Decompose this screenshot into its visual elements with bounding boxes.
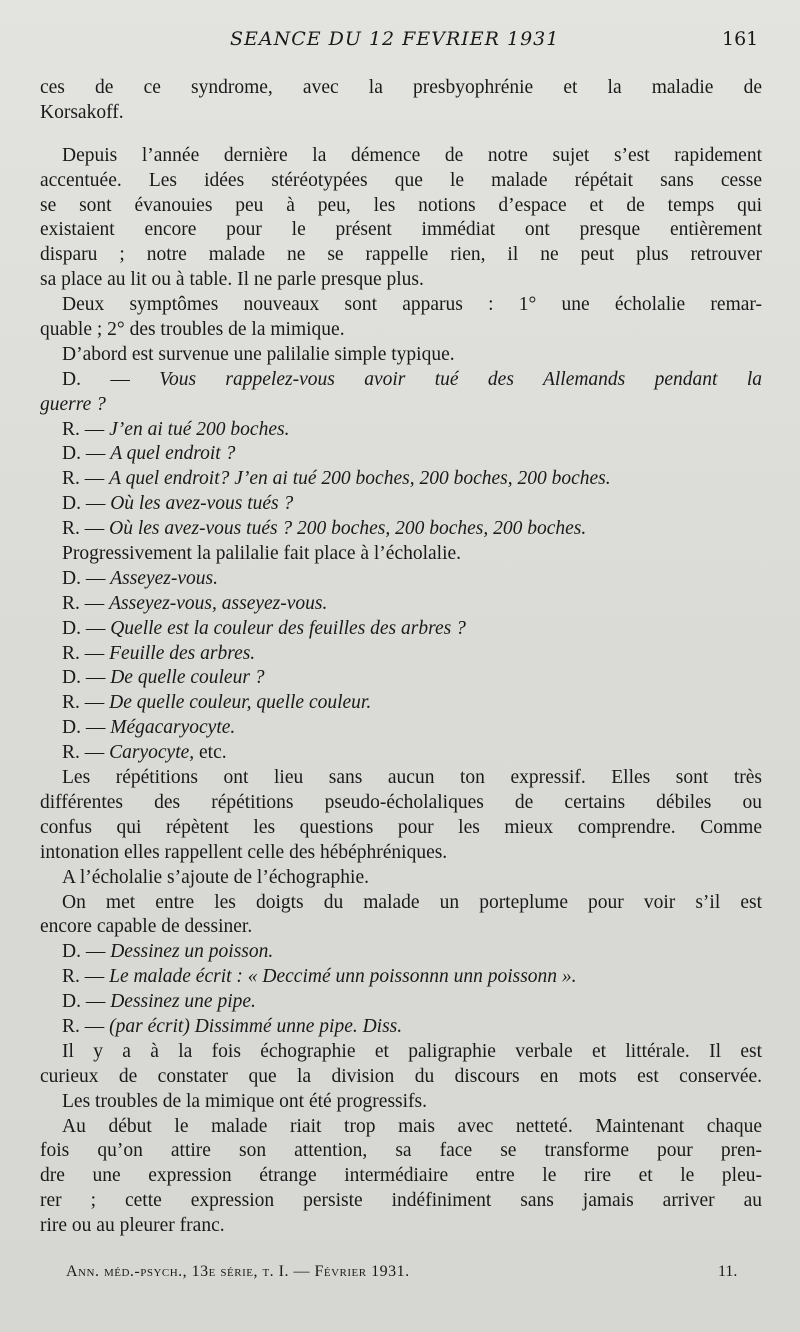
text-line — [40, 76, 762, 101]
line-text: R. — — [62, 518, 110, 540]
line-text: dre une expression étrange intermédiaire entre le rire et le pleu- — [40, 1165, 762, 1187]
text-line — [40, 766, 762, 791]
line-text: R. — — [62, 742, 110, 764]
line-text: R. — — [62, 418, 110, 440]
line-text: D. — — [62, 941, 111, 963]
line-text: disparu ; notre malade ne se rappelle rien, il ne peut plus retrouver — [40, 244, 762, 266]
text-line — [40, 1139, 762, 1164]
text-line — [40, 567, 762, 592]
dialogue-text: guerre ? — [40, 393, 106, 415]
text-line — [40, 393, 762, 418]
running-title: SEANCE DU 12 FEVRIER 1931 — [230, 28, 560, 50]
text-line — [40, 343, 762, 368]
text-line — [40, 716, 762, 741]
line-text: Les répétitions ont lieu sans aucun ton expressif. Elles sont très — [62, 767, 762, 789]
line-text: Au début le malade riait trop mais avec netteté. Maintenant chaque — [62, 1115, 762, 1137]
line-text: R. — — [62, 1015, 110, 1037]
line-text: R. — — [62, 692, 110, 714]
text-line — [40, 1015, 762, 1040]
line-text: rire ou au pleurer franc. — [40, 1215, 225, 1237]
text-line — [40, 1065, 762, 1090]
text-line — [40, 816, 762, 841]
line-text: D. — — [62, 617, 111, 639]
text-line — [40, 841, 762, 866]
dialogue-text: De quelle couleur ? — [110, 667, 265, 689]
text-line — [40, 617, 762, 642]
dialogue-text: Dessinez un poisson. — [110, 941, 274, 963]
text-line — [40, 592, 762, 617]
dialogue-text: Vous rappelez-vous avoir tué des Allemands pendant la — [159, 368, 763, 390]
text-line — [40, 101, 762, 126]
text-line — [40, 318, 762, 343]
text-line — [40, 1090, 762, 1115]
text-line — [40, 691, 762, 716]
text-line — [40, 293, 762, 318]
journal-citation: Ann. méd.-psych., 13e série, t. I. — Février 1931. — [66, 1263, 410, 1280]
dialogue-text: A quel endroit ? — [110, 443, 236, 465]
text-line — [40, 243, 762, 268]
dialogue-text: Le malade écrit : « Deccimé unn poissonnn unn poissonn ». — [109, 966, 577, 988]
text-line — [40, 467, 762, 492]
page-header — [0, 28, 800, 58]
line-text: Il y a à la fois échographie et paligraphie verbale et littérale. Il est — [62, 1040, 762, 1062]
text-line — [40, 194, 762, 219]
text-line — [40, 368, 762, 393]
line-text: R. — — [62, 642, 110, 664]
paragraph-gap — [40, 126, 762, 144]
dialogue-text: Où les avez-vous tués ? 200 boches, 200 boches, 200 boches. — [109, 518, 587, 540]
body-text — [40, 76, 762, 1239]
line-text: D. — — [62, 567, 111, 589]
dialogue-text: Mégacaryocyte. — [110, 717, 236, 739]
text-line — [40, 940, 762, 965]
line-text: accentuée. Les idées stéréotypées que le malade répétait sans cesse — [40, 169, 762, 191]
signature-mark: 11. — [718, 1263, 738, 1280]
dialogue-text: Feuille des arbres. — [109, 642, 256, 664]
text-line — [40, 442, 762, 467]
line-text: Progressivement la palilalie fait place à l’écholalie. — [62, 543, 462, 565]
line-text: D. — — [62, 991, 111, 1013]
line-text: Depuis l’année dernière la démence de notre sujet s’est rapidement — [62, 144, 762, 166]
line-text: sa place au lit ou à table. Il ne parle presque plus. — [40, 269, 424, 291]
line-text: D. — — [62, 667, 111, 689]
dialogue-text: Caryocyte, — [109, 742, 195, 764]
line-text: Deux symptômes nouveaux sont apparus : 1° une écholalie remar- — [62, 294, 762, 316]
line-suffix: etc. — [194, 742, 227, 764]
text-line — [40, 268, 762, 293]
text-line — [40, 418, 762, 443]
page-footer — [0, 1263, 800, 1287]
dialogue-text: J’en ai tué 200 boches. — [109, 418, 290, 440]
line-text: On met entre les doigts du malade un porteplume pour voir s’il est — [62, 891, 762, 913]
dialogue-text: Quelle est la couleur des feuilles des arbres ? — [110, 617, 466, 639]
dialogue-text: Asseyez-vous, asseyez-vous. — [109, 592, 328, 614]
dialogue-text: Asseyez-vous. — [110, 567, 218, 589]
text-line — [40, 1040, 762, 1065]
line-text: R. — — [62, 592, 110, 614]
line-text: Korsakoff. — [40, 101, 124, 123]
text-line — [40, 169, 762, 194]
line-text: intonation elles rappellent celle des hébéphréniques. — [40, 841, 448, 863]
text-line — [40, 666, 762, 691]
text-line — [40, 741, 762, 766]
text-line — [40, 492, 762, 517]
text-line — [40, 542, 762, 567]
line-text: Les troubles de la mimique ont été progressifs. — [62, 1090, 427, 1112]
line-text: confus qui répètent les questions pour les mieux comprendre. Comme — [40, 816, 762, 838]
text-line — [40, 218, 762, 243]
dialogue-text: Où les avez-vous tués ? — [110, 493, 294, 515]
line-text: R. — — [62, 468, 110, 490]
dialogue-text: Dessinez une pipe. — [110, 991, 256, 1013]
dialogue-text: A quel endroit? J’en ai tué 200 boches, 200 boches, 200 boches. — [109, 468, 611, 490]
text-line — [40, 965, 762, 990]
text-line — [40, 1189, 762, 1214]
line-text: R. — — [62, 966, 110, 988]
text-line — [40, 1115, 762, 1140]
text-line — [40, 1164, 762, 1189]
line-text: fois qu’on attire son attention, sa face se transforme pour pren- — [40, 1140, 762, 1162]
text-line — [40, 990, 762, 1015]
text-line — [40, 891, 762, 916]
line-text: D’abord est survenue une palilalie simple typique. — [62, 343, 455, 365]
line-text: ces de ce syndrome, avec la presbyophrénie et la maladie de — [40, 77, 762, 98]
dialogue-text: (par écrit) Dissimmé unne pipe. Diss. — [109, 1015, 403, 1037]
line-text: D. — — [62, 368, 160, 390]
line-text: D. — — [62, 717, 111, 739]
line-text: A l’écholalie s’ajoute de l’échographie. — [62, 866, 369, 888]
line-text: D. — — [62, 443, 111, 465]
line-text: rer ; cette expression persiste indéfiniment sans jamais arriver au — [40, 1190, 762, 1212]
text-line — [40, 517, 762, 542]
dialogue-text: De quelle couleur, quelle couleur. — [109, 692, 372, 714]
line-text: quable ; 2° des troubles de la mimique. — [40, 319, 345, 341]
line-text: existaient encore pour le présent immédiat ont presque entièrement — [40, 219, 762, 241]
text-line — [40, 642, 762, 667]
line-text: encore capable de dessiner. — [40, 916, 253, 938]
line-text: curieux de constater que la division du discours en mots est conservée. — [40, 1065, 762, 1087]
page-number: 161 — [722, 28, 759, 50]
line-text: différentes des répétitions pseudo-écholaliques de certains débiles ou — [40, 791, 762, 813]
line-text: D. — — [62, 493, 111, 515]
text-line — [40, 915, 762, 940]
text-line — [40, 1214, 762, 1239]
text-line — [40, 791, 762, 816]
line-text: se sont évanouies peu à peu, les notions d’espace et de temps qui — [40, 194, 762, 216]
text-line — [40, 866, 762, 891]
text-line — [40, 144, 762, 169]
